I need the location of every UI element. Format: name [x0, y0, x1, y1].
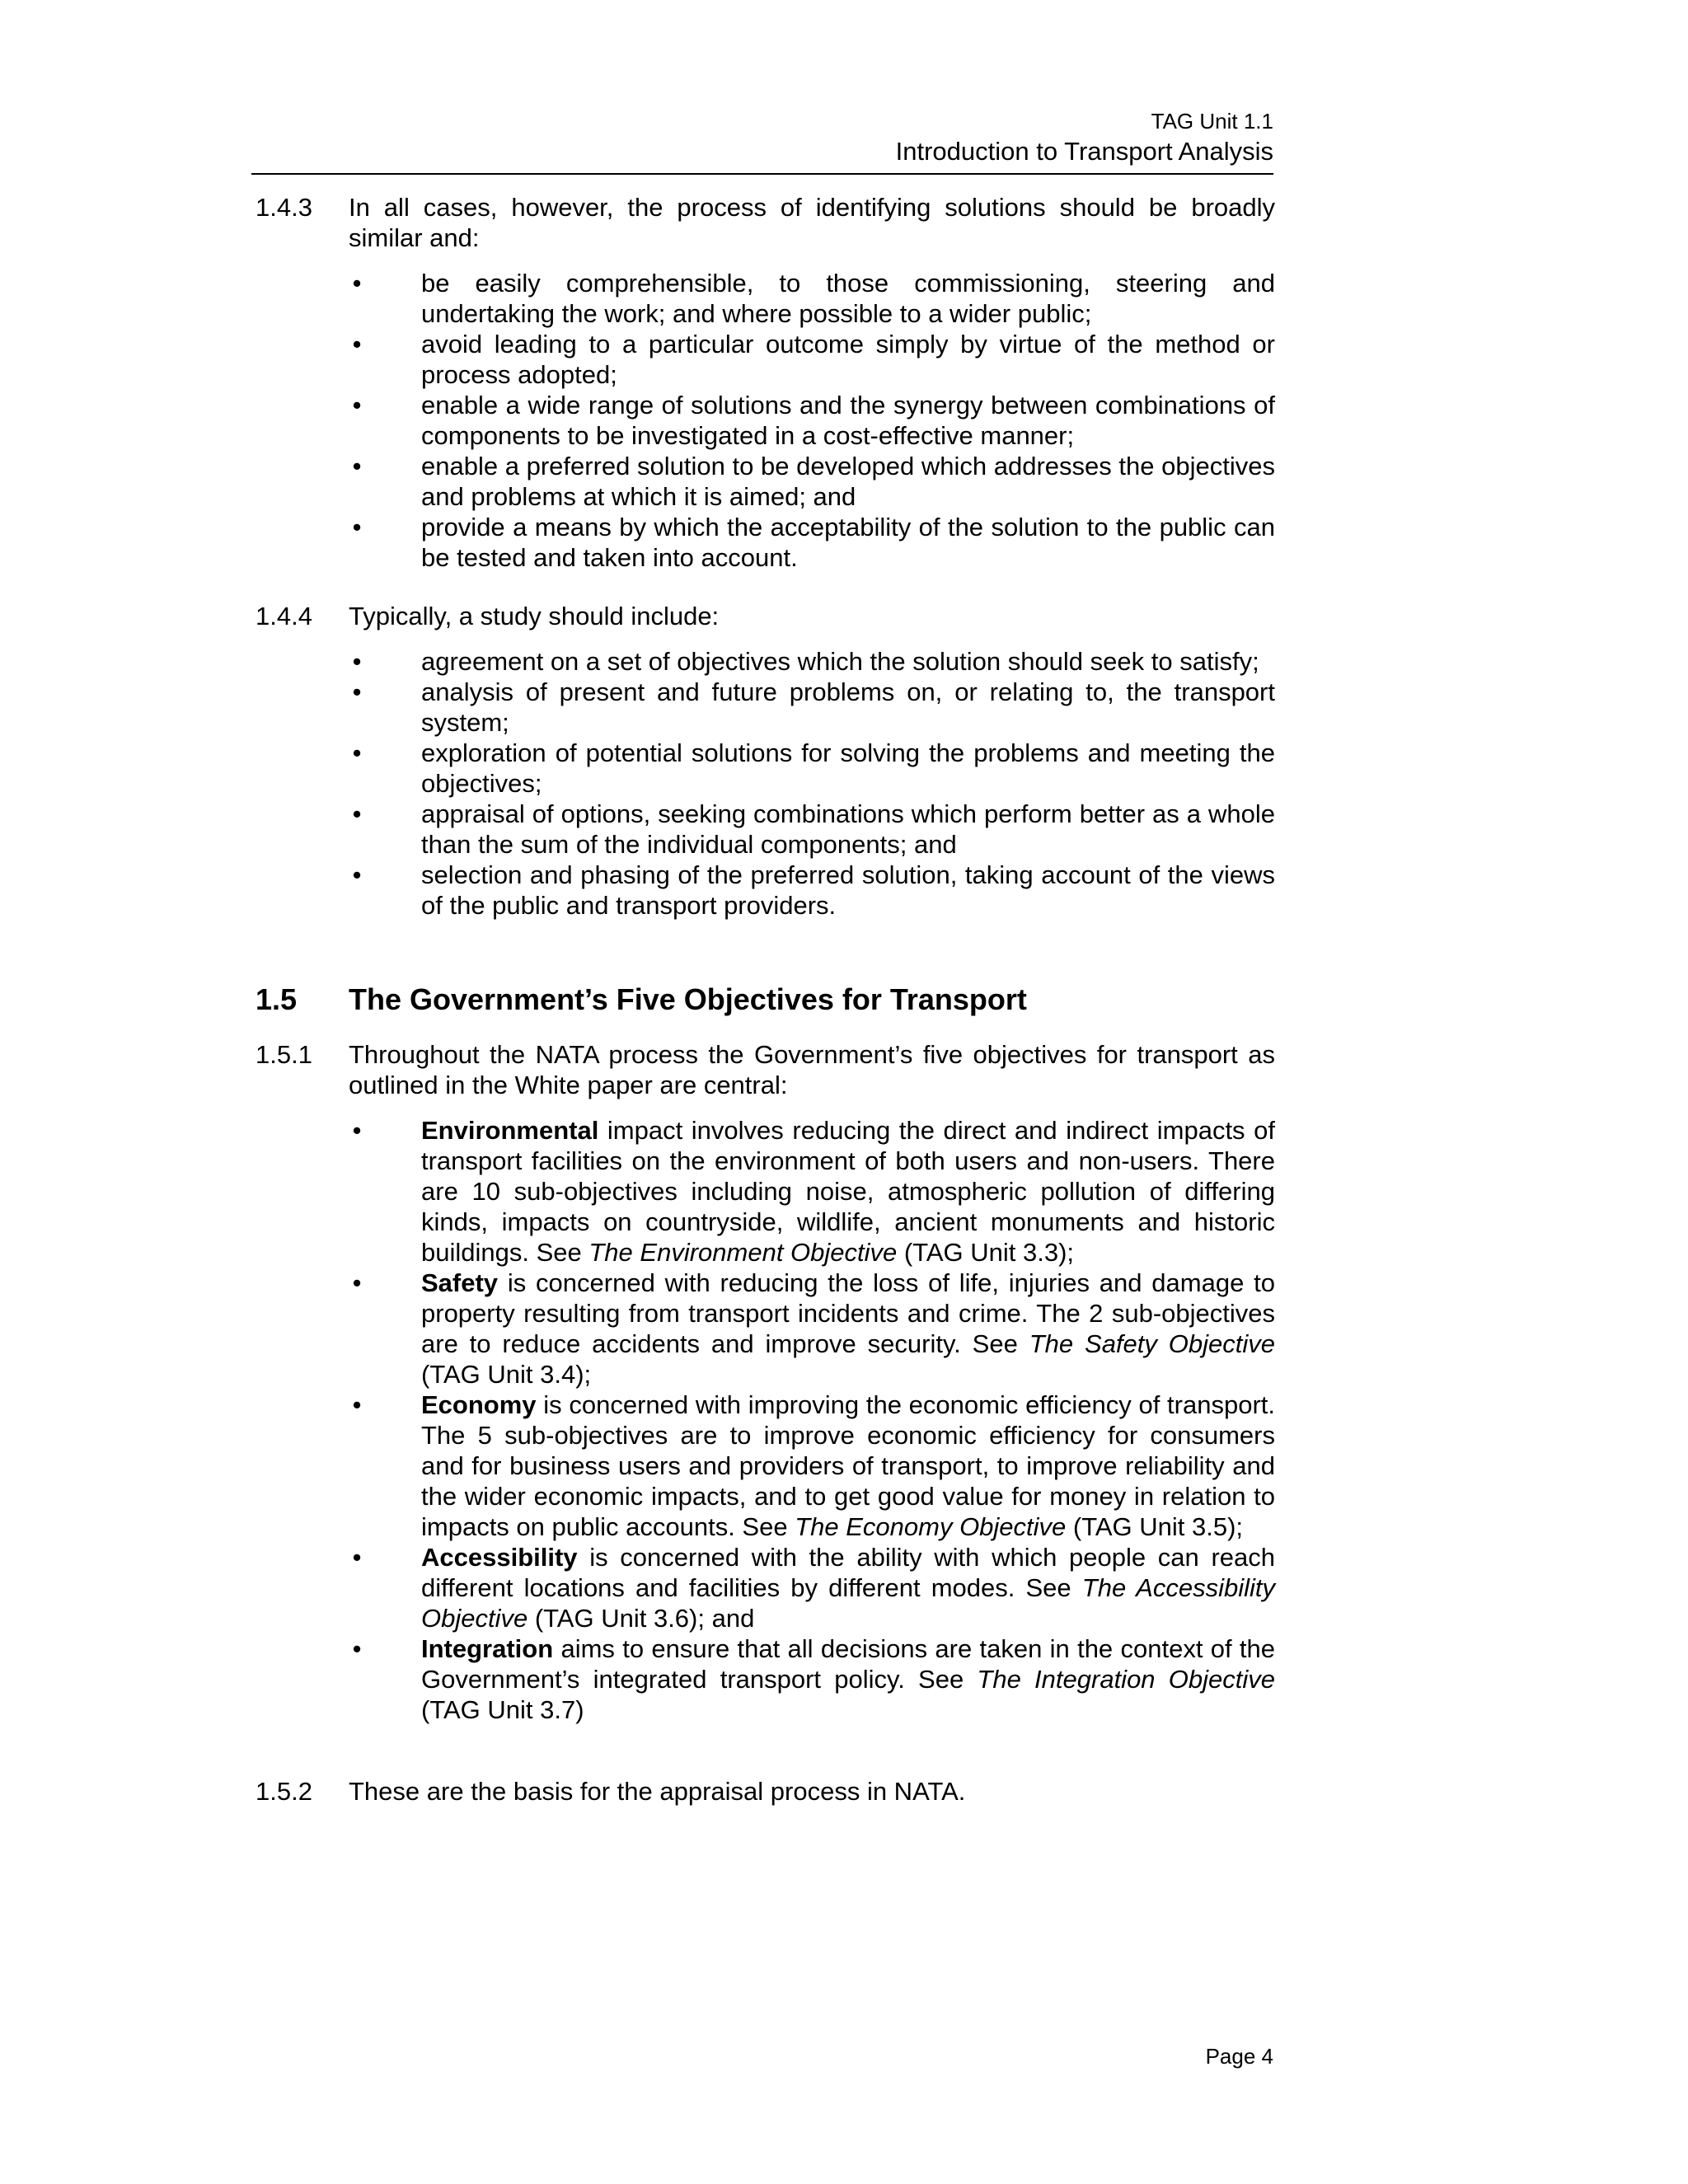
paragraph-number: 1.5.1: [256, 1040, 312, 1069]
paragraph-number: 1.4.3: [256, 193, 312, 222]
page-number: Page 4: [1205, 2044, 1273, 2069]
bullet-icon: •: [352, 1543, 362, 1572]
objective-accessibility: • Accessibility is concerned with the ability with which people can reach different locations and facilities by different modes. See The Accessibility Objective (TAG Unit 3.6); and: [349, 1542, 1275, 1633]
paragraph-text: Throughout the NATA process the Government’s five objectives for transport as outlined in the White paper are central:: [349, 1040, 1275, 1099]
bullet-icon: •: [352, 452, 362, 480]
header-title: Introduction to Transport Analysis: [895, 137, 1273, 166]
bullet-icon: •: [352, 1390, 362, 1419]
bullet-icon: •: [352, 269, 362, 298]
objective-safety: • Safety is concerned with reducing the loss of life, injuries and damage to property resulting from transport incidents and crime. The 2 sub-objectives are to reduce accidents and improve security. See The Safety Objective (TAG Unit 3.4);: [349, 1268, 1275, 1390]
paragraph-1-5-1: [256, 1039, 1275, 1100]
objective-environmental: • Environmental impact involves reducing the direct and indirect impacts of transport facilities on the environment of both users and non-users. There are 10 sub-objectives including noise, atmospheric pollution of differing kinds, impacts on countryside, wildlife, ancient monuments and historic buildings. See The Environment Objective (TAG Unit 3.3);: [349, 1115, 1275, 1268]
section-number: 1.5: [256, 982, 298, 1016]
paragraph-1-5-2: [256, 1776, 1275, 1807]
page-header: [251, 107, 1273, 175]
paragraph-text: Typically, a study should include:: [349, 602, 720, 630]
paragraph-number: 1.4.4: [256, 602, 312, 630]
bullet-icon: •: [352, 330, 362, 359]
bullet-icon: •: [352, 799, 362, 828]
list-item: • provide a means by which the acceptability of the solution to the public can be tested and taken into account.: [349, 512, 1275, 573]
paragraph-text: In all cases, however, the process of identifying solutions should be broadly similar and:: [349, 193, 1275, 252]
objective-integration: • Integration aims to ensure that all decisions are taken in the context of the Government’s integrated transport policy. See The Integration Objective (TAG Unit 3.7): [349, 1633, 1275, 1725]
list-item: • be easily comprehensible, to those commissioning, steering and undertaking the work; and where possible to a wider public;: [349, 268, 1275, 329]
bullet-icon: •: [352, 738, 362, 767]
section-title: The Government’s Five Objectives for Transport: [349, 982, 1027, 1016]
objective-economy: • Economy is concerned with improving the economic efficiency of transport. The 5 sub-objectives are to improve economic efficiency for consumers and for business users and providers of transport, to improve reliability and the wider economic impacts, and to get good value for money in relation to impacts on public accounts. See The Economy Objective (TAG Unit 3.5);: [349, 1390, 1275, 1542]
list-item: • analysis of present and future problems on, or relating to, the transport system;: [349, 677, 1275, 738]
list-item: • enable a wide range of solutions and the synergy between combinations of components to be investigated in a cost-effective manner;: [349, 390, 1275, 451]
section-heading-1-5: [256, 982, 1275, 1018]
paragraph-number: 1.5.2: [256, 1777, 312, 1806]
list-item: • selection and phasing of the preferred solution, taking account of the views of the public and transport providers.: [349, 860, 1275, 921]
paragraph-text: These are the basis for the appraisal process in NATA.: [349, 1777, 966, 1806]
paragraph-1-4-4: [256, 601, 1275, 631]
bullet-icon: •: [352, 860, 362, 889]
document-body: [256, 192, 1275, 1821]
list-item: • avoid leading to a particular outcome simply by virtue of the method or process adopted;: [349, 329, 1275, 390]
bullet-icon: •: [352, 1634, 362, 1663]
list-item: • enable a preferred solution to be developed which addresses the objectives and problems at which it is aimed; and: [349, 451, 1275, 512]
list-item: • exploration of potential solutions for solving the problems and meeting the objectives;: [349, 738, 1275, 799]
header-unit: TAG Unit 1.1: [1151, 109, 1273, 134]
bullet-icon: •: [352, 513, 362, 541]
bullet-icon: •: [352, 391, 362, 419]
list-item: • agreement on a set of objectives which the solution should seek to satisfy;: [349, 646, 1275, 677]
bullet-icon: •: [352, 1268, 362, 1297]
objectives-list: [349, 1115, 1275, 1725]
list-item: • appraisal of options, seeking combinations which perform better as a whole than the sum of the individual components; and: [349, 799, 1275, 860]
bullet-icon: •: [352, 1116, 362, 1145]
bullet-icon: •: [352, 647, 362, 676]
paragraph-1-4-3: [256, 192, 1275, 253]
bullet-icon: •: [352, 677, 362, 706]
bullet-list-1-4-4: [349, 646, 1275, 921]
bullet-list-1-4-3: [349, 268, 1275, 573]
